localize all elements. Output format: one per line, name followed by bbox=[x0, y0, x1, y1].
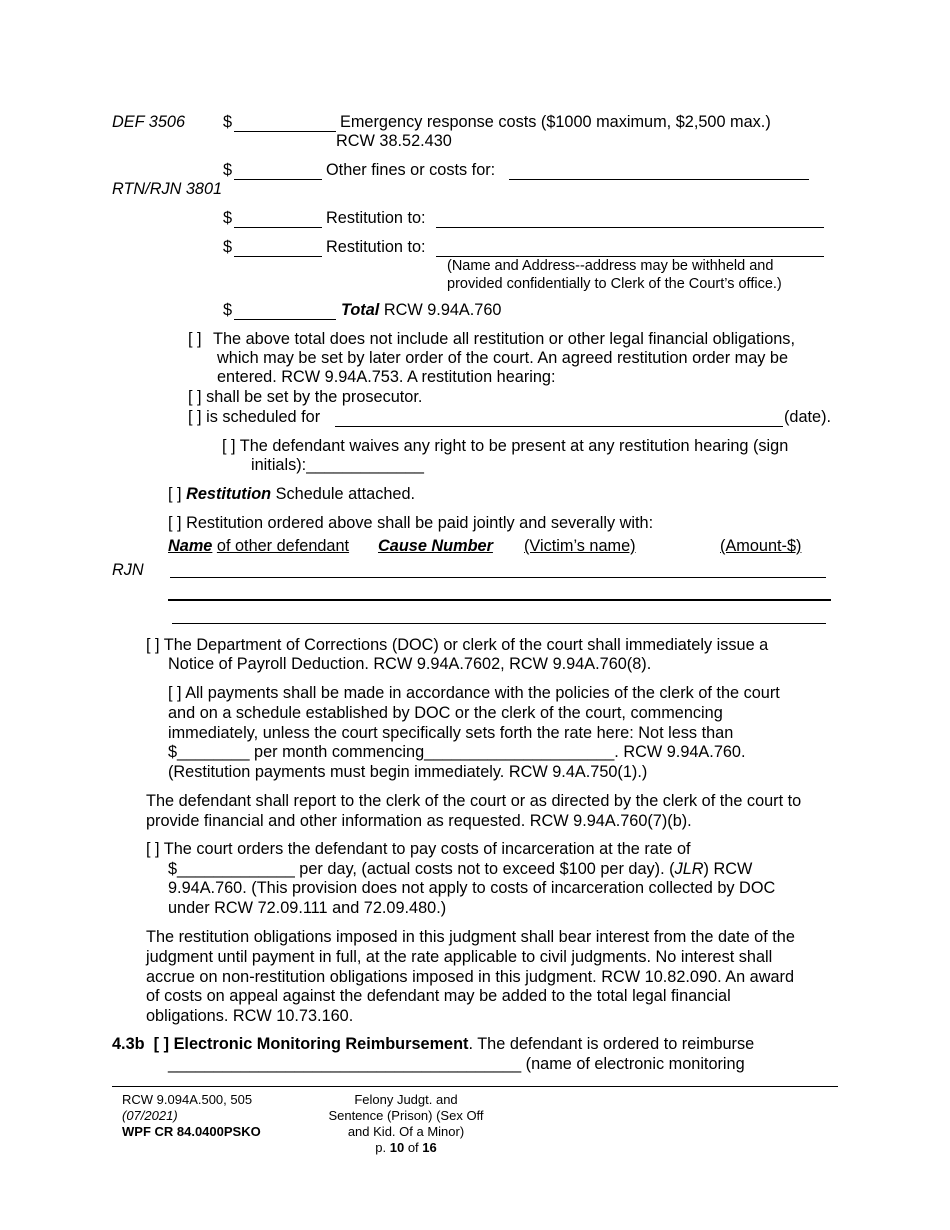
emergency-rcw: RCW 38.52.430 bbox=[336, 132, 452, 150]
jlr-code: JLR bbox=[674, 860, 704, 878]
option-scheduled[interactable]: [ ] is scheduled for bbox=[188, 408, 321, 426]
section-title: Electronic Monitoring Reimbursement bbox=[173, 1035, 469, 1053]
incarceration-rate-line[interactable] bbox=[168, 860, 752, 880]
col-name-rest: of other defendant bbox=[216, 537, 350, 555]
total-note-text: entered. RCW 9.94A.753. A restitution hearing: bbox=[217, 368, 556, 386]
codefendant-blank[interactable] bbox=[168, 599, 831, 601]
doc-payroll-text: Notice of Payroll Deduction. RCW 9.94A.7602, RCW 9.94A.760(8). bbox=[168, 655, 652, 673]
other-fines-amount-blank[interactable] bbox=[234, 179, 322, 180]
incarceration-rate-b: ) RCW bbox=[703, 860, 753, 878]
rjn-code: RJN bbox=[112, 561, 144, 579]
interest-text: obligations. RCW 10.73.160. bbox=[146, 1007, 354, 1025]
footer-divider bbox=[112, 1086, 838, 1087]
footer-rcw: RCW 9.094A.500, 505 bbox=[122, 1092, 253, 1107]
schedule-bold: Restitution bbox=[186, 485, 272, 503]
payments-rate-blanks[interactable]: $________ per month commencing_____________________. RCW 9.94A.760. bbox=[168, 743, 746, 761]
rtn-code: RTN/RJN 3801 bbox=[112, 180, 223, 198]
restitution-amount-blank[interactable] bbox=[234, 227, 322, 228]
footer-title: and Kid. Of a Minor) bbox=[347, 1124, 465, 1139]
report-text: provide financial and other information as requested. RCW 9.94A.760(7)(b). bbox=[146, 812, 692, 830]
option-prosecutor[interactable]: [ ] shall be set by the prosecutor. bbox=[188, 388, 423, 406]
monitoring-name-blank[interactable]: _______________________________________ (name of electronic monitoring bbox=[168, 1055, 745, 1073]
total-label: Total bbox=[341, 301, 380, 319]
restitution-label: Restitution to: bbox=[326, 238, 426, 256]
col-name-header bbox=[168, 537, 349, 557]
page-current: 10 bbox=[389, 1140, 405, 1155]
col-cause-header: Cause Number bbox=[378, 537, 493, 555]
payments-text: immediately, unless the court specifically sets forth the rate here: Not less than bbox=[168, 724, 734, 742]
dollar-sign: $ bbox=[223, 113, 233, 131]
footer-title: Sentence (Prison) (Sex Off bbox=[328, 1108, 484, 1123]
payments-option[interactable]: [ ] All payments shall be made in accordance with the policies of the clerk of the court bbox=[168, 684, 780, 702]
other-fines-label: Other fines or costs for: bbox=[326, 161, 496, 179]
payments-text: and on a schedule established by DOC or the clerk of the court, commencing bbox=[168, 704, 723, 722]
section-number: 4.3b bbox=[112, 1035, 145, 1053]
date-suffix: (date). bbox=[784, 408, 832, 426]
dollar-sign: $ bbox=[223, 209, 233, 227]
doc-payroll-option[interactable]: [ ] The Department of Corrections (DOC) or clerk of the court shall immediately issue a bbox=[146, 636, 769, 654]
col-victim-header: (Victim’s name) bbox=[524, 537, 636, 555]
col-amount-header: (Amount-$) bbox=[720, 537, 802, 555]
total-note-text: which may be set by later order of the court. An agreed restitution order may be bbox=[217, 349, 789, 367]
page-number bbox=[306, 1140, 506, 1156]
dollar-sign: $ bbox=[223, 301, 233, 319]
page-prefix: p. bbox=[375, 1140, 387, 1155]
codefendant-blank[interactable] bbox=[170, 577, 826, 578]
restitution-label: Restitution to: bbox=[326, 209, 426, 227]
payments-text: (Restitution payments must begin immediately. RCW 9.4A.750(1).) bbox=[168, 763, 648, 781]
page-of: of bbox=[407, 1140, 419, 1155]
col-name-bold: Name bbox=[168, 537, 213, 555]
incarceration-rate-a: $_____________ per day, (actual costs not to exceed $100 per day). ( bbox=[168, 860, 675, 878]
section-43b-heading bbox=[112, 1035, 754, 1055]
schedule-rest: Schedule attached. bbox=[275, 485, 416, 503]
incarceration-option[interactable]: [ ] The court orders the defendant to pay costs of incarceration at the rate of bbox=[146, 840, 691, 858]
section-text: . The defendant is ordered to reimburse bbox=[468, 1035, 755, 1053]
name-address-note: provided confidentially to Clerk of the Court’s office.) bbox=[447, 276, 782, 292]
def-code: DEF 3506 bbox=[112, 113, 186, 131]
section-checkbox[interactable]: [ ] bbox=[153, 1035, 170, 1053]
restitution-amount-blank[interactable] bbox=[234, 256, 322, 257]
interest-text: of costs on appeal against the defendant may be added to the total legal financial bbox=[146, 987, 731, 1005]
interest-text: judgment until payment in full, at the rate applicable to civil judgments. No interest shall bbox=[146, 948, 773, 966]
waive-initials[interactable]: initials):_____________ bbox=[251, 456, 424, 474]
page-total: 16 bbox=[422, 1140, 437, 1155]
total-note-checkbox[interactable]: [ ] bbox=[188, 330, 202, 348]
report-text: The defendant shall report to the clerk of the court or as directed by the clerk of the court to bbox=[146, 792, 802, 810]
footer-date: (07/2021) bbox=[122, 1108, 178, 1123]
total-note-text: The above total does not include all restitution or other legal financial obligations, bbox=[213, 330, 795, 348]
name-address-note: (Name and Address--address may be withheld and bbox=[447, 258, 774, 274]
codefendant-blank[interactable] bbox=[172, 623, 826, 624]
incarceration-text: 9.94A.760. (This provision does not apply to costs of incarceration collected by DOC bbox=[168, 879, 776, 897]
jointly-option[interactable]: [ ] Restitution ordered above shall be paid jointly and severally with: bbox=[168, 514, 654, 532]
footer-form-id: WPF CR 84.0400PSKO bbox=[122, 1124, 261, 1139]
dollar-sign: $ bbox=[223, 238, 233, 256]
interest-text: accrue on non-restitution obligations imposed in this judgment. RCW 10.82.090. An award bbox=[146, 968, 794, 986]
total-amount-blank[interactable] bbox=[234, 319, 336, 320]
restitution-to-blank[interactable] bbox=[436, 227, 824, 228]
emergency-amount-blank[interactable] bbox=[234, 131, 336, 132]
incarceration-text: under RCW 72.09.111 and 72.09.480.) bbox=[168, 899, 447, 917]
schedule-checkbox[interactable]: [ ] bbox=[168, 485, 182, 503]
schedule-attached-line bbox=[168, 485, 415, 505]
waive-hearing-option[interactable]: [ ] The defendant waives any right to be present at any restitution hearing (sign bbox=[222, 437, 789, 455]
restitution-to-blank[interactable] bbox=[436, 256, 824, 257]
dollar-sign: $ bbox=[223, 161, 233, 179]
other-fines-for-blank[interactable] bbox=[509, 179, 809, 180]
footer-title: Felony Judgt. and bbox=[354, 1092, 458, 1107]
total-label-line bbox=[341, 301, 501, 321]
total-rcw: RCW 9.94A.760 bbox=[383, 301, 502, 319]
interest-text: The restitution obligations imposed in this judgment shall bear interest from the date of the bbox=[146, 928, 795, 946]
hearing-date-blank[interactable] bbox=[335, 426, 783, 427]
emergency-label: Emergency response costs ($1000 maximum, $2,500 max.) bbox=[340, 113, 771, 131]
